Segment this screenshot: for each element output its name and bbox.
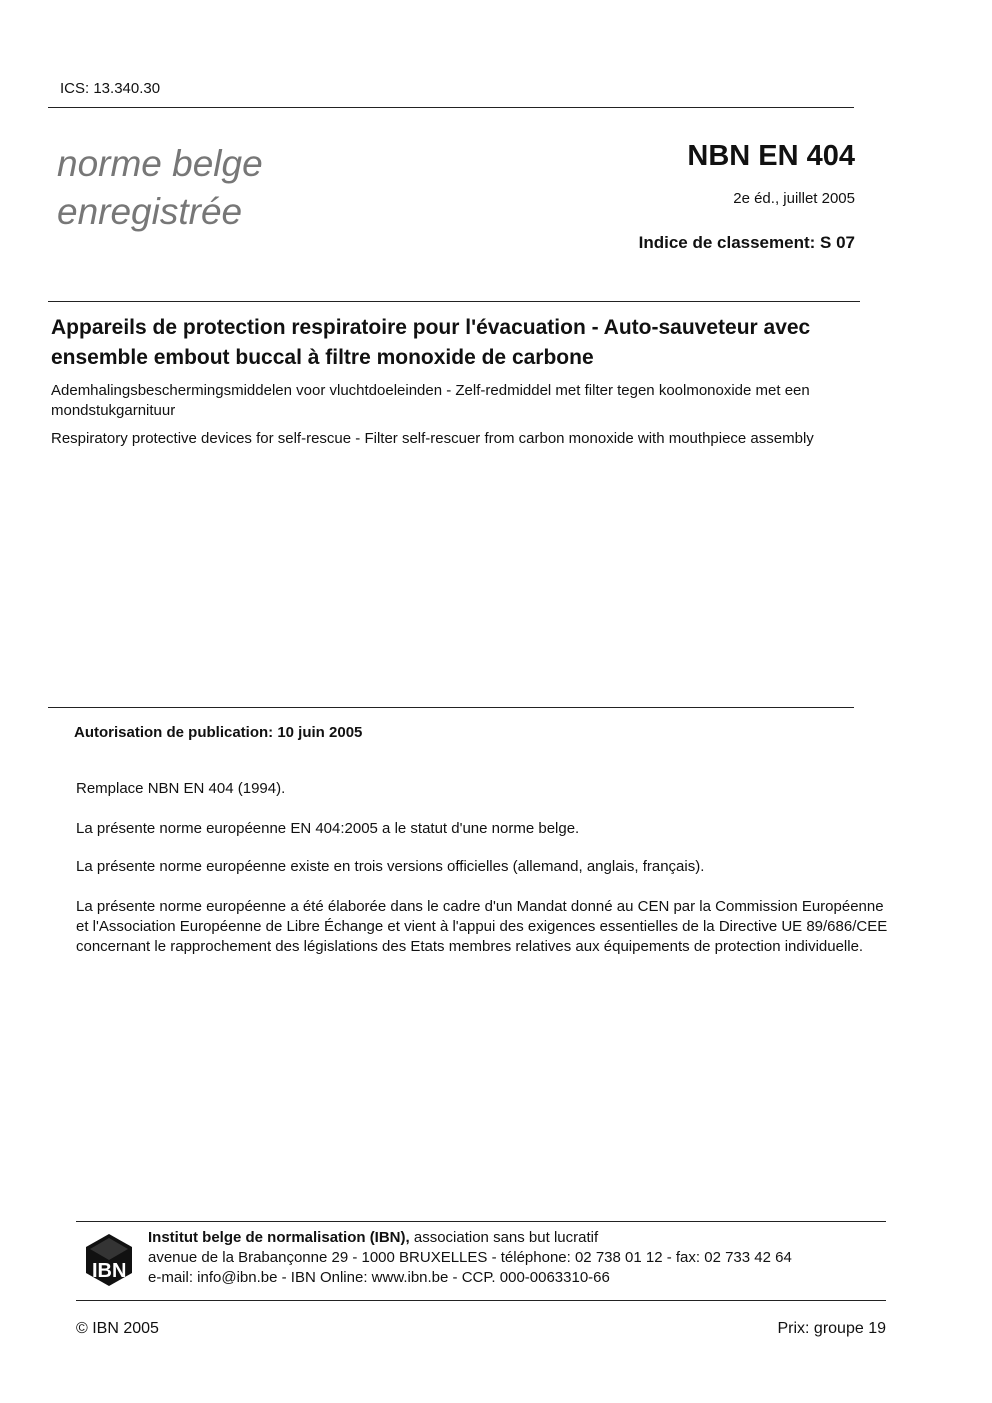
edition-date: 2e éd., juillet 2005	[733, 190, 855, 207]
norme-line-2: enregistrée	[57, 191, 243, 232]
classification-index: Indice de classement: S 07	[638, 233, 855, 252]
institute-info	[148, 1228, 792, 1288]
body-divider	[48, 707, 854, 708]
institute-address: avenue de la Brabançonne 29 - 1000 BRUXELLES - téléphone: 02 738 01 12 - fax: 02 733 42 64	[148, 1249, 792, 1266]
footer-bottom-divider	[76, 1300, 886, 1301]
ics-code: ICS: 13.340.30	[60, 80, 161, 97]
standard-code: NBN EN 404	[687, 140, 855, 172]
replaces-paragraph: Remplace NBN EN 404 (1994).	[76, 780, 286, 797]
header-divider	[48, 107, 854, 108]
price-group: Prix: groupe 19	[777, 1320, 886, 1337]
title-english: Respiratory protective devices for self-rescue - Filter self-rescuer from carbon monoxide with mouthpiece assembly	[51, 430, 814, 447]
mandate-paragraph: La présente norme européenne a été élaborée dans le cadre d'un Mandat donné au CEN par la Commission Européenne et l'Association Européenne de Libre Échange et vient à l'appui des exigences essentielles de la Directive UE 89/686/CEE concernant le rapprochement des législations des Etats membres relatives aux équipements de protection individuelle.	[76, 898, 888, 955]
publication-authorisation: Autorisation de publication: 10 juin 2005	[74, 724, 363, 741]
institute-name: Institut belge de normalisation (IBN),	[148, 1229, 410, 1246]
title-dutch: Ademhalingsbeschermingsmiddelen voor vluchtdoeleinden - Zelf-redmiddel met filter tegen koolmonoxide met een mondstukgarnituur	[51, 382, 810, 419]
footer-top-divider	[76, 1221, 886, 1222]
institute-suffix: association sans but lucratif	[409, 1229, 599, 1246]
title-divider	[48, 301, 860, 302]
institute-line	[148, 1228, 792, 1248]
versions-paragraph: La présente norme européenne existe en trois versions officielles (allemand, anglais, français).	[76, 858, 705, 875]
status-paragraph: La présente norme européenne EN 404:2005 a le statut d'une norme belge.	[76, 820, 580, 837]
norme-line-1: norme belge	[57, 143, 263, 184]
ibn-logo-icon	[84, 1233, 134, 1287]
institute-contact: e-mail: info@ibn.be - IBN Online: www.ibn.be - CCP. 000-0063310-66	[148, 1269, 610, 1286]
title-french: Appareils de protection respiratoire pour l'évacuation - Auto-sauveteur avec ensemble embout buccal à filtre monoxide de carbone	[51, 316, 811, 369]
logo-text: IBN	[92, 1260, 127, 1282]
copyright-notice: © IBN 2005	[76, 1320, 159, 1337]
norme-belge-label	[57, 140, 263, 236]
